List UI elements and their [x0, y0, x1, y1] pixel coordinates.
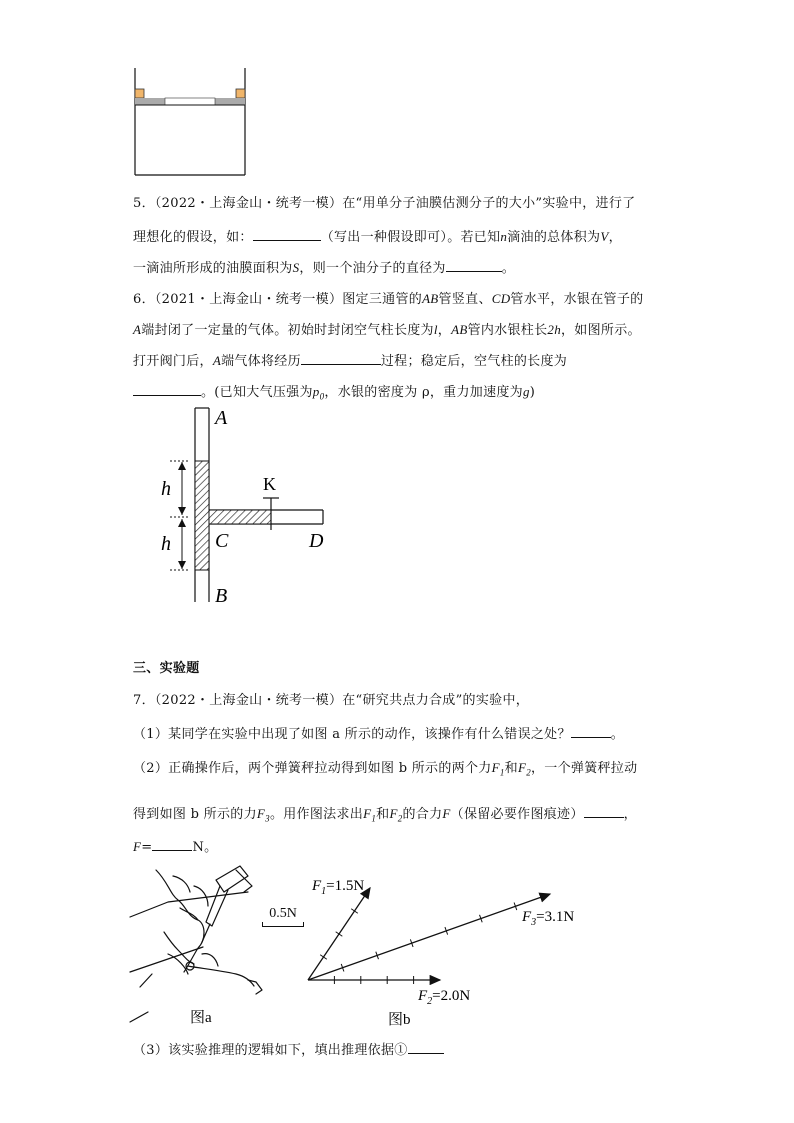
label-h-bottom: h — [161, 533, 171, 555]
q6-line2: A端封闭了一定量的气体。初始时封闭空气柱长度为l，AB管内水银柱长2h，如图所示。 — [133, 322, 641, 338]
caption-b: 图b — [388, 1012, 411, 1028]
label-B: B — [215, 585, 228, 607]
F1-label: $F_1=1.5N$ — [312, 878, 365, 897]
q7-line1: 7．（2022・上海金山・统考一模）在“研究共点力合成”的实验中， — [133, 693, 530, 708]
q6-line1: 6．（2021・上海金山・统考一模）图定三通管的AB管竖直、CD管水平，水银在管子的 — [133, 291, 644, 307]
q6-blank-length[interactable] — [133, 383, 201, 396]
q7-blank-error[interactable] — [571, 725, 611, 738]
label-K: K — [263, 474, 276, 494]
F3-vector — [308, 894, 550, 980]
caption-a: 图a — [190, 1010, 212, 1026]
container-figure — [125, 65, 255, 180]
q5-blank-diameter[interactable] — [446, 259, 502, 272]
q5-line1: 5．（2022・上海金山・统考一模）在“用单分子油膜估测分子的大小”实验中，进行了 — [133, 196, 636, 211]
F1-vector-tick — [336, 932, 343, 936]
q6-line3: 打开阀门后，A端气体将经历 过程；稳定后，空气柱的长度为 — [133, 353, 568, 369]
three-way-tube-figure — [155, 402, 355, 612]
label-C: C — [215, 530, 229, 552]
label-h-top: h — [161, 478, 171, 500]
figure-a-hand-sketch — [128, 862, 268, 1032]
q6-blank-process[interactable] — [301, 352, 381, 365]
q7-blank-diagram[interactable] — [584, 805, 624, 818]
F3-label: $F_3=3.1N$ — [522, 909, 575, 928]
q7-part1: （1）某同学在实验中出现了如图 a 所示的动作，该操作有什么错误之处？ 。 — [133, 727, 625, 742]
q6-line4: 。(已知大气压强为$p_0$，水银的密度为 ρ，重力加速度为g) — [133, 383, 535, 405]
section-title: 三、实验题 — [133, 661, 200, 676]
q7-part2: （2）正确操作后，两个弹簧秤拉动得到如图 b 所示的两个力$F_1$和$F_2$，一个弹簧秤拉动 — [133, 760, 638, 778]
F1-vector-tick — [320, 955, 327, 959]
q7-part2-cont: 得到如图 b 所示的力$F_3$。用作图法求出$F_1$和$F_2$的合力F（保留必要作图痕迹） ， — [133, 806, 637, 824]
F1-vector-tick — [351, 909, 358, 913]
q7-part3: （3）该实验推理的逻辑如下，填出推理依据① — [133, 1041, 444, 1059]
q5-line2: 理想化的假设，如： （写出一种假设即可）。若已知n滴油的总体积为V， — [133, 229, 622, 245]
label-D: D — [309, 530, 324, 552]
figure-b-force-diagram — [300, 868, 600, 1028]
q7-blank-result[interactable] — [152, 838, 192, 851]
q5-line3: 一滴油所形成的油膜面积为S，则一个油分子的直径为 。 — [133, 260, 516, 276]
q7-blank-basis[interactable] — [408, 1041, 444, 1054]
q5-blank-assumption[interactable] — [253, 228, 321, 241]
F2-label: $F_2=2.0N$ — [418, 988, 471, 1007]
scale-bar — [262, 906, 304, 927]
scale-label: 0.5N — [269, 906, 297, 921]
label-A: A — [215, 407, 228, 429]
q7-result-line: F= N。 — [133, 839, 218, 855]
